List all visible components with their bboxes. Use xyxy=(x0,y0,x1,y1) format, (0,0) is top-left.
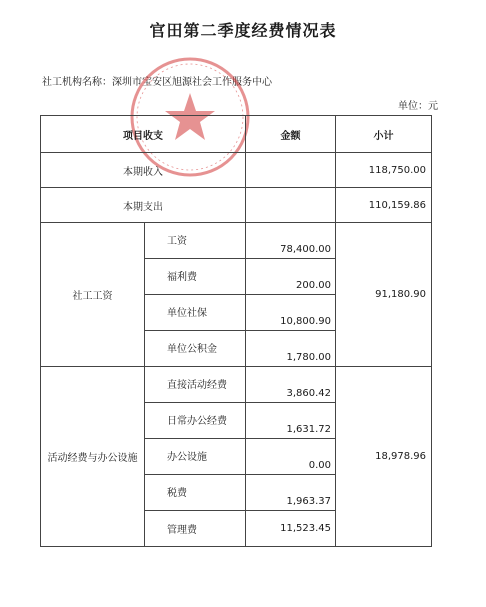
item-amount: 1,963.37 xyxy=(246,475,336,511)
group-salary-name: 社工工资 xyxy=(41,223,145,367)
header-row xyxy=(41,116,432,153)
header-subtotal: 小计 xyxy=(336,116,432,153)
item-amount: 11,523.45 xyxy=(246,511,336,547)
finance-table xyxy=(40,115,432,547)
org-name: 深圳市宝安区旭源社会工作服务中心 xyxy=(112,77,272,88)
item-label: 日常办公经费 xyxy=(145,403,246,439)
header-amount: 金额 xyxy=(246,116,336,153)
item-label: 福利费 xyxy=(145,259,246,295)
item-label: 管理费 xyxy=(145,511,246,547)
page-title: 官田第二季度经费情况表 xyxy=(149,21,337,40)
item-amount: 3,860.42 xyxy=(246,367,336,403)
item-label: 税费 xyxy=(145,475,246,511)
item-amount: 78,400.00 xyxy=(246,223,336,259)
group-activity-name: 活动经费与办公设施 xyxy=(41,367,145,547)
item-amount: 200.00 xyxy=(246,259,336,295)
income-total: 118,750.00 xyxy=(336,153,432,188)
item-label: 办公设施 xyxy=(145,439,246,475)
unit-label: 单位：元 xyxy=(398,101,438,112)
item-amount: 1,780.00 xyxy=(246,331,336,367)
table-row xyxy=(41,367,432,403)
header-item: 项目收支 xyxy=(41,116,246,153)
item-label: 单位公积金 xyxy=(145,331,246,367)
item-amount: 1,631.72 xyxy=(246,403,336,439)
expense-label: 本期支出 xyxy=(41,188,246,223)
table-row xyxy=(41,223,432,259)
item-label: 单位社保 xyxy=(145,295,246,331)
income-label: 本期收入 xyxy=(41,153,246,188)
item-label: 直接活动经费 xyxy=(145,367,246,403)
expense-row xyxy=(41,188,432,223)
group-salary-subtotal: 91,180.90 xyxy=(336,223,432,367)
item-amount: 10,800.90 xyxy=(246,295,336,331)
group-activity-subtotal: 18,978.96 xyxy=(336,367,432,547)
item-amount: 0.00 xyxy=(246,439,336,475)
org-label: 社工机构名称： xyxy=(42,77,112,88)
income-row xyxy=(41,153,432,188)
item-label: 工资 xyxy=(145,223,246,259)
expense-total: 110,159.86 xyxy=(336,188,432,223)
